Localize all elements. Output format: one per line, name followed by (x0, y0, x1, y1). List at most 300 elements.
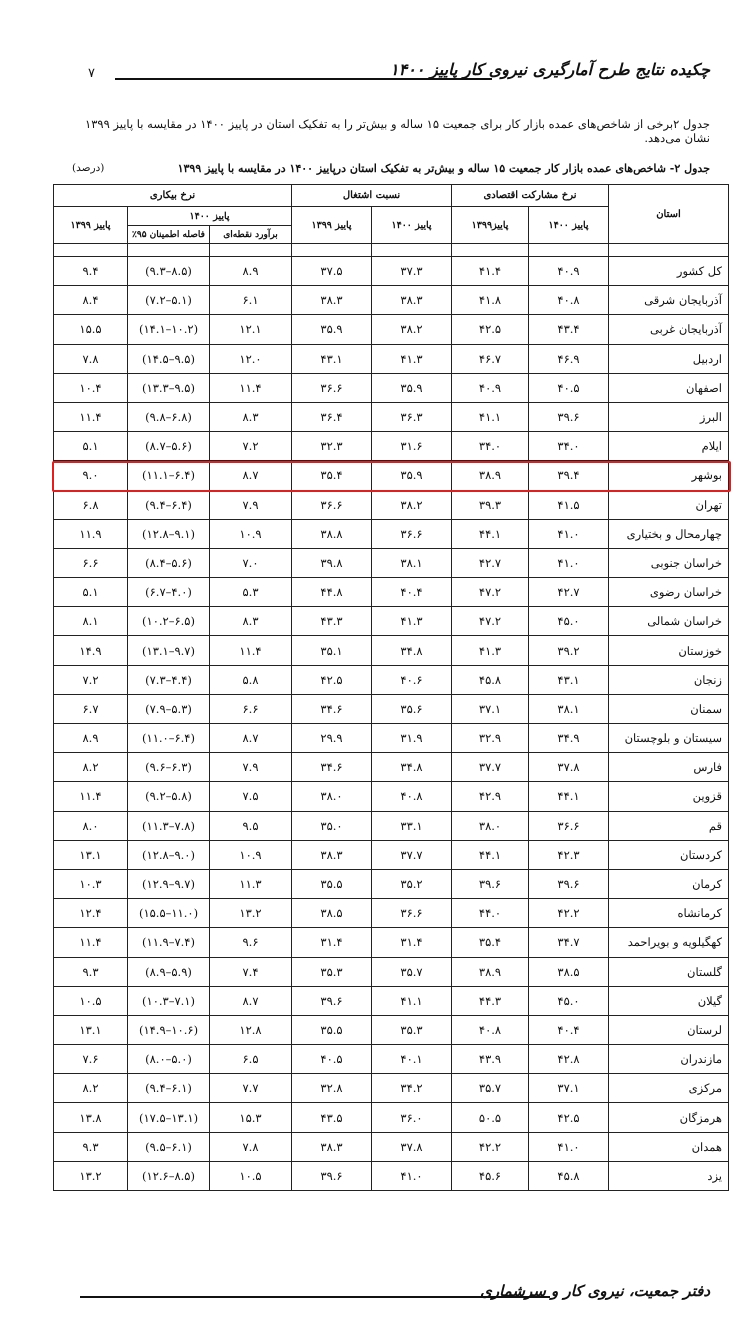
cell-p1400: ۳۹.۶ (529, 402, 609, 431)
cell-p1400: ۴۵.۰ (529, 607, 609, 636)
cell-p1400: ۴۵.۸ (529, 1161, 609, 1190)
cell-e1399: ۳۸.۰ (292, 782, 372, 811)
cell-u1399: ۷.۸ (54, 344, 128, 373)
cell-e1400: ۳۱.۶ (372, 432, 452, 461)
cell-e1400: ۳۴.۸ (372, 636, 452, 665)
cell-p1399: ۳۸.۹ (452, 957, 529, 986)
cell-e1400: ۳۱.۹ (372, 724, 452, 753)
cell-province: کهگیلویه و بویراحمد (609, 928, 729, 957)
cell-e1399: ۴۳.۵ (292, 1103, 372, 1132)
cell-e1399: ۳۵.۳ (292, 957, 372, 986)
cell-u-point: ۹.۵ (210, 811, 292, 840)
cell-e1400: ۴۱.۳ (372, 344, 452, 373)
cell-p1399: ۴۴.۰ (452, 899, 529, 928)
cell-u1399: ۱۳.۸ (54, 1103, 128, 1132)
cell-u-ci: (۹.۱–۱۲.۸) (128, 519, 210, 548)
cell-province: آذربایجان غربی (609, 315, 729, 344)
page-header (80, 58, 710, 94)
cell-u-point: ۱۱.۴ (210, 373, 292, 402)
cell-u-point: ۱۱.۳ (210, 869, 292, 898)
cell-e1400: ۳۵.۲ (372, 869, 452, 898)
cell-province: گلستان (609, 957, 729, 986)
cell-e1399: ۳۸.۵ (292, 899, 372, 928)
cell-p1400: ۳۴.۰ (529, 432, 609, 461)
cell-u-point: ۱۰.۹ (210, 840, 292, 869)
cell-p1400: ۴۲.۲ (529, 899, 609, 928)
cell-u1399: ۶.۶ (54, 548, 128, 577)
cell-p1400: ۴۲.۸ (529, 1045, 609, 1074)
cell-u-point: ۷.۸ (210, 1132, 292, 1161)
cell-u-point: ۷.۹ (210, 490, 292, 519)
cell-u-point: ۷.۰ (210, 548, 292, 577)
cell-u-ci: (۹.۰–۱۲.۸) (128, 840, 210, 869)
cell-u-point: ۱۱.۴ (210, 636, 292, 665)
cell-u-point: ۸.۳ (210, 402, 292, 431)
cell-p1400: ۴۶.۹ (529, 344, 609, 373)
cell-p1399: ۴۵.۸ (452, 665, 529, 694)
footer-title: دفتر جمعیت، نیروی کار و سرشماری (480, 1282, 710, 1300)
cell-e1399: ۳۶.۴ (292, 402, 372, 431)
cell-e1399: ۳۵.۱ (292, 636, 372, 665)
table-row (54, 665, 729, 694)
cell-p1400: ۴۰.۸ (529, 286, 609, 315)
cell-e1400: ۳۷.۸ (372, 1132, 452, 1161)
cell-e1400: ۳۸.۱ (372, 548, 452, 577)
page-number: ۷ (88, 66, 95, 81)
cell-u-ci: (۵.۱–۷.۲) (128, 286, 210, 315)
page-footer (80, 1280, 710, 1310)
cell-e1399: ۳۵.۰ (292, 811, 372, 840)
cell-u-ci: (۶.۱–۹.۵) (128, 1132, 210, 1161)
cell-province: فارس (609, 753, 729, 782)
cell-u1399: ۱۱.۴ (54, 782, 128, 811)
table-row (54, 899, 729, 928)
cell-e1399: ۳۸.۳ (292, 286, 372, 315)
cell-province: خراسان جنوبی (609, 548, 729, 577)
cell-u1399: ۵.۱ (54, 578, 128, 607)
cell-p1400: ۴۳.۴ (529, 315, 609, 344)
cell-e1399: ۳۹.۶ (292, 986, 372, 1015)
cell-u-point: ۱۳.۲ (210, 899, 292, 928)
cell-province: قم (609, 811, 729, 840)
table-row (54, 957, 729, 986)
cell-p1399: ۴۲.۵ (452, 315, 529, 344)
cell-p1399: ۴۱.۴ (452, 257, 529, 286)
cell-p1399: ۴۴.۳ (452, 986, 529, 1015)
cell-province: گیلان (609, 986, 729, 1015)
cell-province: مرکزی (609, 1074, 729, 1103)
cell-e1399: ۳۱.۴ (292, 928, 372, 957)
table-body (54, 257, 729, 1191)
cell-e1400: ۳۴.۲ (372, 1074, 452, 1103)
cell-u-point: ۸.۳ (210, 607, 292, 636)
cell-province: زنجان (609, 665, 729, 694)
cell-e1400: ۴۰.۴ (372, 578, 452, 607)
header-spacer-row (54, 244, 729, 257)
cell-u-ci: (۷.۱–۱۰.۳) (128, 986, 210, 1015)
cell-u-point: ۷.۷ (210, 1074, 292, 1103)
cell-p1399: ۳۵.۴ (452, 928, 529, 957)
table-row (54, 724, 729, 753)
cell-u-point: ۶.۱ (210, 286, 292, 315)
cell-e1400: ۳۵.۹ (372, 461, 452, 490)
cell-p1399: ۴۲.۷ (452, 548, 529, 577)
cell-e1399: ۳۷.۵ (292, 257, 372, 286)
cell-p1399: ۳۹.۶ (452, 869, 529, 898)
cell-e1399: ۳۹.۸ (292, 548, 372, 577)
cell-u-ci: (۵.۸–۹.۲) (128, 782, 210, 811)
cell-u1399: ۱۱.۹ (54, 519, 128, 548)
col-participation: نرخ مشارکت اقتصادی (452, 185, 609, 207)
cell-p1400: ۴۰.۴ (529, 1015, 609, 1044)
cell-u-point: ۷.۲ (210, 432, 292, 461)
col-unemployment-1399: پاییز ۱۳۹۹ (54, 207, 128, 244)
cell-u-point: ۸.۷ (210, 461, 292, 490)
cell-u1399: ۸.۲ (54, 1074, 128, 1103)
cell-u-ci: (۹.۵–۱۳.۳) (128, 373, 210, 402)
cell-u-ci: (۶.۴–۹.۴) (128, 490, 210, 519)
table-row (54, 1045, 729, 1074)
cell-e1399: ۳۴.۶ (292, 753, 372, 782)
cell-province: همدان (609, 1132, 729, 1161)
cell-province: آذربایجان شرقی (609, 286, 729, 315)
cell-e1400: ۳۶.۶ (372, 519, 452, 548)
cell-province: سمنان (609, 694, 729, 723)
col-participation-1399: پاییز۱۳۹۹ (452, 207, 529, 244)
cell-p1400: ۴۲.۳ (529, 840, 609, 869)
cell-p1399: ۳۸.۰ (452, 811, 529, 840)
cell-e1399: ۳۵.۵ (292, 1015, 372, 1044)
cell-u1399: ۱۴.۹ (54, 636, 128, 665)
cell-u1399: ۸.۱ (54, 607, 128, 636)
cell-p1400: ۴۰.۹ (529, 257, 609, 286)
cell-u-ci: (۵.۰–۸.۰) (128, 1045, 210, 1074)
table-row (54, 986, 729, 1015)
cell-u1399: ۵.۱ (54, 432, 128, 461)
col-unemployment: نرخ بیکاری (54, 185, 292, 207)
cell-u-point: ۱۲.۰ (210, 344, 292, 373)
cell-u1399: ۱۰.۵ (54, 986, 128, 1015)
cell-u1399: ۱۵.۵ (54, 315, 128, 344)
cell-e1400: ۳۶.۳ (372, 402, 452, 431)
cell-e1400: ۴۱.۳ (372, 607, 452, 636)
cell-p1400: ۴۱.۰ (529, 519, 609, 548)
cell-e1399: ۳۲.۳ (292, 432, 372, 461)
cell-e1400: ۳۵.۷ (372, 957, 452, 986)
cell-p1399: ۴۳.۹ (452, 1045, 529, 1074)
cell-p1399: ۴۱.۸ (452, 286, 529, 315)
cell-province: چهارمحال و بختیاری (609, 519, 729, 548)
cell-province: ایلام (609, 432, 729, 461)
cell-u1399: ۱۰.۳ (54, 869, 128, 898)
cell-u-point: ۷.۵ (210, 782, 292, 811)
cell-u-point: ۶.۵ (210, 1045, 292, 1074)
cell-u-ci: (۱۳.۱–۱۷.۵) (128, 1103, 210, 1132)
table-row (54, 286, 729, 315)
table-row (54, 840, 729, 869)
cell-province: هرمزگان (609, 1103, 729, 1132)
cell-e1400: ۴۱.۱ (372, 986, 452, 1015)
cell-province: اصفهان (609, 373, 729, 402)
cell-province: کل کشور (609, 257, 729, 286)
cell-p1400: ۳۹.۶ (529, 869, 609, 898)
col-point-estimate: برآورد نقطه‌ای (210, 226, 292, 244)
table-row (54, 519, 729, 548)
cell-u1399: ۱۲.۴ (54, 899, 128, 928)
cell-u1399: ۱۳.۱ (54, 840, 128, 869)
table-row (54, 753, 729, 782)
cell-u1399: ۱۱.۴ (54, 928, 128, 957)
cell-u-ci: (۴.۰–۶.۷) (128, 578, 210, 607)
cell-e1399: ۲۹.۹ (292, 724, 372, 753)
cell-u1399: ۸.۹ (54, 724, 128, 753)
cell-province: البرز (609, 402, 729, 431)
col-unemployment-1400: پاییز ۱۴۰۰ (128, 207, 292, 226)
table-row (54, 548, 729, 577)
cell-p1400: ۴۲.۵ (529, 1103, 609, 1132)
cell-p1399: ۴۲.۲ (452, 1132, 529, 1161)
cell-u1399: ۹.۳ (54, 957, 128, 986)
cell-e1400: ۳۱.۴ (372, 928, 452, 957)
cell-u1399: ۱۰.۴ (54, 373, 128, 402)
cell-u-ci: (۵.۹–۸.۹) (128, 957, 210, 986)
cell-u1399: ۱۳.۲ (54, 1161, 128, 1190)
cell-province: خراسان رضوی (609, 578, 729, 607)
cell-u-ci: (۷.۸–۱۱.۳) (128, 811, 210, 840)
table-row (54, 344, 729, 373)
cell-province: کردستان (609, 840, 729, 869)
cell-u1399: ۹.۳ (54, 1132, 128, 1161)
cell-u-ci: (۶.۴–۱۱.۰) (128, 724, 210, 753)
highlight-box (52, 461, 731, 492)
cell-u-point: ۱۲.۸ (210, 1015, 292, 1044)
table-row (54, 811, 729, 840)
cell-p1400: ۳۷.۸ (529, 753, 609, 782)
cell-u-point: ۱۵.۳ (210, 1103, 292, 1132)
cell-p1400: ۴۱.۰ (529, 548, 609, 577)
table-row (54, 257, 729, 286)
cell-p1400: ۴۲.۷ (529, 578, 609, 607)
col-employment-1400: پاییز ۱۴۰۰ (372, 207, 452, 244)
cell-e1399: ۳۶.۶ (292, 490, 372, 519)
cell-u-point: ۱۰.۹ (210, 519, 292, 548)
provinces-table (53, 184, 729, 1191)
cell-p1399: ۵۰.۵ (452, 1103, 529, 1132)
cell-e1400: ۴۰.۱ (372, 1045, 452, 1074)
cell-e1399: ۳۸.۳ (292, 1132, 372, 1161)
cell-e1400: ۳۵.۶ (372, 694, 452, 723)
cell-e1400: ۳۵.۹ (372, 373, 452, 402)
cell-p1400: ۴۰.۵ (529, 373, 609, 402)
cell-province: بوشهر (609, 461, 729, 490)
col-employment-1399: پاییز ۱۳۹۹ (292, 207, 372, 244)
cell-p1400: ۴۱.۰ (529, 1132, 609, 1161)
cell-u-point: ۷.۴ (210, 957, 292, 986)
cell-u-ci: (۹.۷–۱۳.۱) (128, 636, 210, 665)
cell-p1399: ۳۲.۹ (452, 724, 529, 753)
cell-p1400: ۴۴.۱ (529, 782, 609, 811)
cell-p1399: ۴۴.۱ (452, 519, 529, 548)
cell-u-point: ۶.۶ (210, 694, 292, 723)
cell-p1399: ۴۱.۱ (452, 402, 529, 431)
cell-u-point: ۸.۷ (210, 986, 292, 1015)
cell-e1400: ۴۰.۶ (372, 665, 452, 694)
cell-province: سیستان و بلوچستان (609, 724, 729, 753)
cell-u-ci: (۴.۴–۷.۳) (128, 665, 210, 694)
col-participation-1400: پاییز ۱۴۰۰ (529, 207, 609, 244)
cell-e1399: ۴۳.۳ (292, 607, 372, 636)
cell-u1399: ۸.۲ (54, 753, 128, 782)
cell-p1399: ۳۷.۱ (452, 694, 529, 723)
cell-u-ci: (۶.۸–۹.۸) (128, 402, 210, 431)
table-row (54, 402, 729, 431)
cell-p1399: ۴۵.۶ (452, 1161, 529, 1190)
cell-u1399: ۶.۷ (54, 694, 128, 723)
cell-u-ci: (۵.۶–۸.۷) (128, 432, 210, 461)
cell-p1400: ۳۴.۹ (529, 724, 609, 753)
cell-u-point: ۷.۹ (210, 753, 292, 782)
cell-e1399: ۳۵.۴ (292, 461, 372, 490)
cell-u-ci: (۱۱.۰–۱۵.۵) (128, 899, 210, 928)
cell-u-ci: (۱۰.۲–۱۴.۱) (128, 315, 210, 344)
cell-e1399: ۴۴.۸ (292, 578, 372, 607)
cell-province: قزوین (609, 782, 729, 811)
table-caption-row (60, 162, 710, 180)
cell-u1399: ۷.۶ (54, 1045, 128, 1074)
cell-u1399: ۹.۰ (54, 461, 128, 490)
cell-u-ci: (۶.۱–۹.۴) (128, 1074, 210, 1103)
cell-u1399: ۱۳.۱ (54, 1015, 128, 1044)
cell-u1399: ۸.۰ (54, 811, 128, 840)
cell-u-ci: (۹.۵–۱۴.۵) (128, 344, 210, 373)
cell-p1400: ۴۵.۰ (529, 986, 609, 1015)
cell-p1399: ۳۴.۰ (452, 432, 529, 461)
table-row (54, 315, 729, 344)
cell-u-point: ۵.۸ (210, 665, 292, 694)
col-confidence-interval: فاصله اطمینان ۹۵٪ (128, 226, 210, 244)
cell-u1399: ۸.۴ (54, 286, 128, 315)
table-row (54, 373, 729, 402)
cell-e1400: ۳۸.۲ (372, 315, 452, 344)
cell-u-point: ۵.۳ (210, 578, 292, 607)
cell-u-ci: (۹.۷–۱۲.۹) (128, 869, 210, 898)
cell-u-ci: (۸.۵–۹.۳) (128, 257, 210, 286)
cell-u-ci: (۷.۴–۱۱.۹) (128, 928, 210, 957)
cell-u1399: ۱۱.۴ (54, 402, 128, 431)
cell-p1399: ۴۰.۹ (452, 373, 529, 402)
cell-e1400: ۴۰.۸ (372, 782, 452, 811)
cell-e1400: ۳۶.۰ (372, 1103, 452, 1132)
cell-province: تهران (609, 490, 729, 519)
cell-e1399: ۳۶.۶ (292, 373, 372, 402)
cell-p1400: ۳۸.۱ (529, 694, 609, 723)
table-row (54, 636, 729, 665)
cell-e1399: ۳۹.۶ (292, 1161, 372, 1190)
cell-p1399: ۴۷.۲ (452, 578, 529, 607)
cell-p1400: ۳۸.۵ (529, 957, 609, 986)
cell-u-point: ۹.۶ (210, 928, 292, 957)
cell-u1399: ۶.۸ (54, 490, 128, 519)
cell-e1399: ۴۳.۱ (292, 344, 372, 373)
cell-u-point: ۸.۷ (210, 724, 292, 753)
cell-p1399: ۴۲.۹ (452, 782, 529, 811)
cell-p1399: ۳۷.۷ (452, 753, 529, 782)
cell-p1400: ۳۴.۷ (529, 928, 609, 957)
cell-e1399: ۳۲.۸ (292, 1074, 372, 1103)
table-row (54, 1015, 729, 1044)
cell-p1400: ۴۱.۵ (529, 490, 609, 519)
cell-p1399: ۴۷.۲ (452, 607, 529, 636)
col-province: استان (609, 185, 729, 244)
cell-province: کرمانشاه (609, 899, 729, 928)
intro-paragraph: جدول ۲برخی از شاخص‌های عمده بازار کار برای جمعیت ۱۵ ساله و بیش‌تر را به تفکیک استان در پاییز ۱۴۰۰ در مقایسه با پاییز ۱۳۹۹ نشان می‌دهد. (85, 117, 710, 145)
cell-u-ci: (۶.۴–۱۱.۱) (128, 461, 210, 490)
table-caption: جدول ۲- شاخص‌های عمده بازار کار جمعیت ۱۵ ساله و بیش‌تر به تفکیک استان درپاییز ۱۴۰۰ در مقایسه با پاییز ۱۳۹۹ (177, 162, 710, 175)
cell-province: مازندران (609, 1045, 729, 1074)
table-row (54, 1103, 729, 1132)
cell-u-point: ۱۲.۱ (210, 315, 292, 344)
cell-u-point: ۸.۹ (210, 257, 292, 286)
cell-p1399: ۳۹.۳ (452, 490, 529, 519)
cell-e1400: ۳۴.۸ (372, 753, 452, 782)
cell-u-ci: (۵.۳–۷.۹) (128, 694, 210, 723)
table-row (54, 490, 729, 519)
cell-e1400: ۳۳.۱ (372, 811, 452, 840)
col-employment-ratio: نسبت اشتغال (292, 185, 452, 207)
cell-u-ci: (۵.۶–۸.۴) (128, 548, 210, 577)
table-row (54, 607, 729, 636)
table-row (54, 928, 729, 957)
table-row (54, 1132, 729, 1161)
cell-u-ci: (۱۰.۶–۱۴.۹) (128, 1015, 210, 1044)
table-row (54, 432, 729, 461)
cell-e1400: ۳۸.۲ (372, 490, 452, 519)
cell-province: کرمان (609, 869, 729, 898)
cell-province: خراسان شمالی (609, 607, 729, 636)
cell-e1399: ۴۰.۵ (292, 1045, 372, 1074)
cell-e1400: ۳۶.۶ (372, 899, 452, 928)
cell-p1400: ۳۹.۴ (529, 461, 609, 490)
cell-p1399: ۴۴.۱ (452, 840, 529, 869)
cell-e1399: ۳۵.۵ (292, 869, 372, 898)
cell-p1399: ۴۶.۷ (452, 344, 529, 373)
cell-e1400: ۳۷.۷ (372, 840, 452, 869)
table-row (54, 782, 729, 811)
table-row (54, 694, 729, 723)
cell-e1400: ۳۵.۳ (372, 1015, 452, 1044)
cell-p1399: ۳۸.۹ (452, 461, 529, 490)
cell-e1399: ۴۲.۵ (292, 665, 372, 694)
cell-e1400: ۳۸.۳ (372, 286, 452, 315)
cell-u-ci: (۸.۵–۱۲.۶) (128, 1161, 210, 1190)
cell-p1399: ۳۵.۷ (452, 1074, 529, 1103)
cell-u1399: ۷.۲ (54, 665, 128, 694)
table-unit: (درصد) (72, 162, 105, 174)
cell-e1400: ۴۱.۰ (372, 1161, 452, 1190)
cell-e1399: ۳۵.۹ (292, 315, 372, 344)
cell-p1400: ۴۳.۱ (529, 665, 609, 694)
header-title: چکیده نتایج طرح آمارگیری نیروی کار پاییز ۱۴۰۰ (390, 60, 710, 79)
cell-province: خوزستان (609, 636, 729, 665)
cell-e1400: ۳۷.۳ (372, 257, 452, 286)
table-row (54, 1161, 729, 1190)
table-row (54, 1074, 729, 1103)
cell-e1399: ۳۴.۶ (292, 694, 372, 723)
cell-p1399: ۴۱.۳ (452, 636, 529, 665)
cell-u-ci: (۶.۵–۱۰.۲) (128, 607, 210, 636)
cell-p1400: ۳۷.۱ (529, 1074, 609, 1103)
cell-province: لرستان (609, 1015, 729, 1044)
